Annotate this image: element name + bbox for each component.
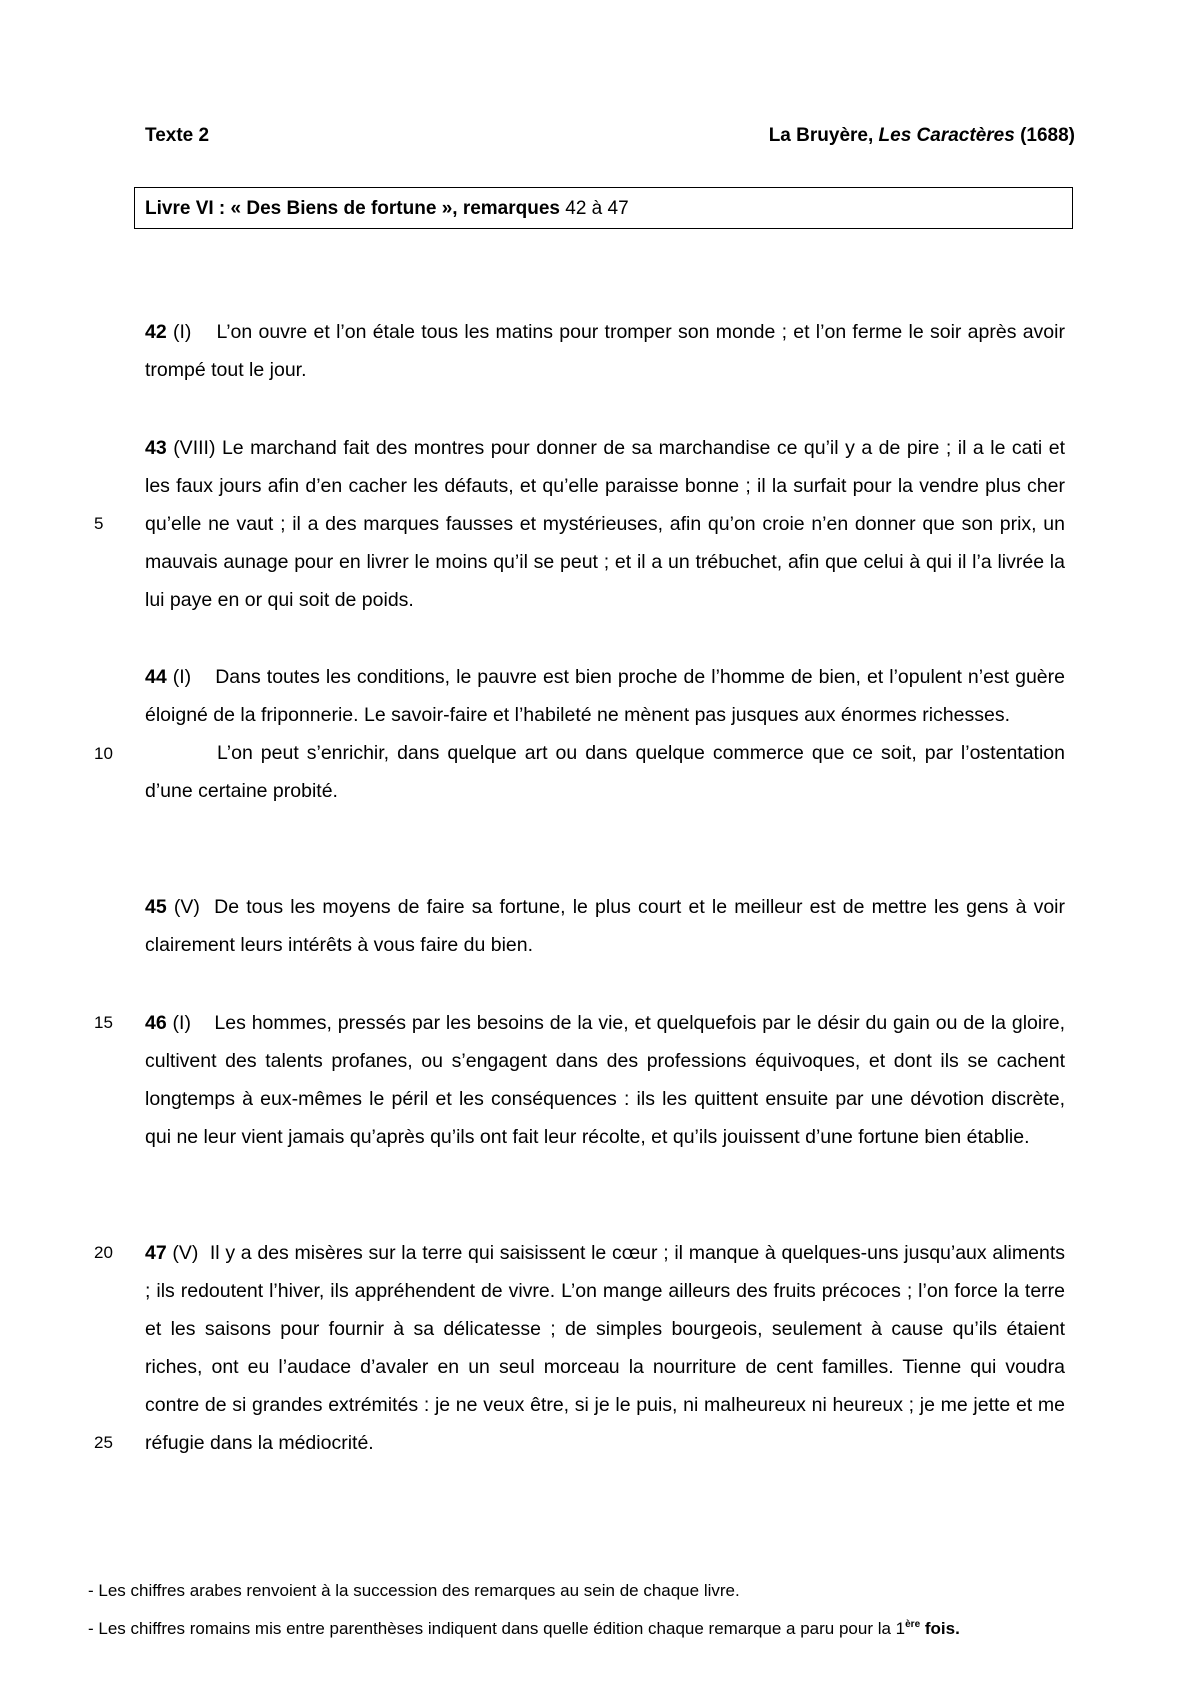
- header: [145, 125, 1075, 147]
- section-range: 42 à 47: [559, 198, 629, 219]
- text-label: Texte 2: [145, 125, 210, 146]
- line-number: 20: [94, 1243, 113, 1262]
- remark-42: [145, 313, 1071, 389]
- source-citation: [769, 125, 1075, 147]
- line-number: 15: [94, 1013, 113, 1032]
- remark-number: 44: [145, 666, 167, 688]
- footnote-2-superscript: ère: [905, 1619, 921, 1630]
- section-title-box: [134, 187, 1073, 229]
- work-title: Les Caractères: [878, 125, 1015, 146]
- footnote-2-end: fois.: [920, 1619, 960, 1638]
- remark-text: Les hommes, pressés par les besoins de la vie, et quelquefois par le désir du gain ou de la gloire, cultivent des talents profanes, ou s’engagent dans des professions équivoques, et dont ils se cachent longtemps à eux-mêmes le péril et les conséquences : ils les quittent ensuite par une dévotion discrète, qui ne leur vient jamais qu’après qu’ils ont fait leur récolte, et qu’ils jouissent d’une fortune bien établie.: [145, 1012, 1071, 1148]
- remark-44: [145, 658, 1071, 810]
- year: (1688): [1014, 125, 1075, 146]
- remark-46: [145, 1004, 1071, 1156]
- section-title: Livre VI : « Des Biens de fortune », remarques: [145, 198, 560, 219]
- line-number: 10: [94, 744, 113, 763]
- remark-45: [145, 888, 1071, 964]
- remark-43: [145, 429, 1065, 619]
- remark-edition: (I): [166, 1012, 191, 1034]
- remark-text-continued: L’on peut s’enrichir, dans quelque art ou dans quelque commerce que ce soit, par l’ostentation d’une certaine probité.: [145, 742, 1065, 802]
- footnote-2: [88, 1612, 1168, 1642]
- remark-edition: (V): [166, 1242, 199, 1264]
- line-number: 25: [94, 1433, 113, 1452]
- remark-text: Le marchand fait des montres pour donner de sa marchandise ce qu’il y a de pire ; il a le cati et les faux jours afin d’en cacher les défauts, et qu’elle paraisse bonne ; il la surfait pour la vendre plus cher qu’elle ne vaut ; il a des marques fausses et mystérieuses, afin qu’on croie n’en donner que son prix, un mauvais aunage pour en livrer le moins qu’il se peut ; et il a un trébuchet, afin que celui à qui il l’a livrée la lui paye en or qui soit de poids.: [145, 437, 1066, 611]
- footnote-1: - Les chiffres arabes renvoient à la succession des remarques au sein de chaque livre.: [88, 1581, 740, 1600]
- remark-number: 47: [145, 1242, 167, 1264]
- remark-text: De tous les moyens de faire sa fortune, le plus court et le meilleur est de mettre les gens à voir clairement leurs intérêts à vous faire du bien.: [145, 896, 1071, 956]
- author: La Bruyère,: [768, 125, 879, 146]
- remark-47: [145, 1234, 1071, 1462]
- remark-number: 45: [145, 896, 167, 918]
- remark-number: 46: [145, 1012, 167, 1034]
- remark-edition: (I): [166, 321, 192, 343]
- remark-edition: (V): [166, 896, 200, 918]
- remark-text: Dans toutes les conditions, le pauvre est bien proche de l’homme de bien, et l’opulent n’est guère éloigné de la friponnerie. Le savoir-faire et l’habileté ne mènent pas jusques aux énormes richesses.: [145, 666, 1071, 726]
- remark-text: Il y a des misères sur la terre qui saisissent le cœur ; il manque à quelques-uns jusqu’aux aliments ; ils redoutent l’hiver, ils appréhendent de vivre. L’on mange ailleurs des fruits précoces ; l’on force la terre et les saisons pour fournir à sa délicatesse ; de simples bourgeois, seulement à cause qu’ils étaient riches, ont eu l’audace d’avaler en un seul morceau la nourriture de cent familles. Tienne qui voudra contre de si grandes extrémités : je ne veux être, si je le puis, ni malheureux ni heureux ; je me jette et me réfugie dans la médiocrité.: [145, 1242, 1071, 1454]
- remark-edition: (I): [166, 666, 192, 688]
- remark-text: L’on ouvre et l’on étale tous les matins pour tromper son monde ; et l’on ferme le soir après avoir trompé tout le jour.: [145, 321, 1071, 381]
- remark-edition: (VIII): [166, 437, 216, 459]
- line-number: 5: [94, 514, 104, 533]
- remark-number: 42: [145, 321, 167, 343]
- footnote-2-text: - Les chiffres romains mis entre parenthèses indiquent dans quelle édition chaque remarque a paru pour la 1: [88, 1619, 906, 1638]
- remark-number: 43: [145, 437, 167, 459]
